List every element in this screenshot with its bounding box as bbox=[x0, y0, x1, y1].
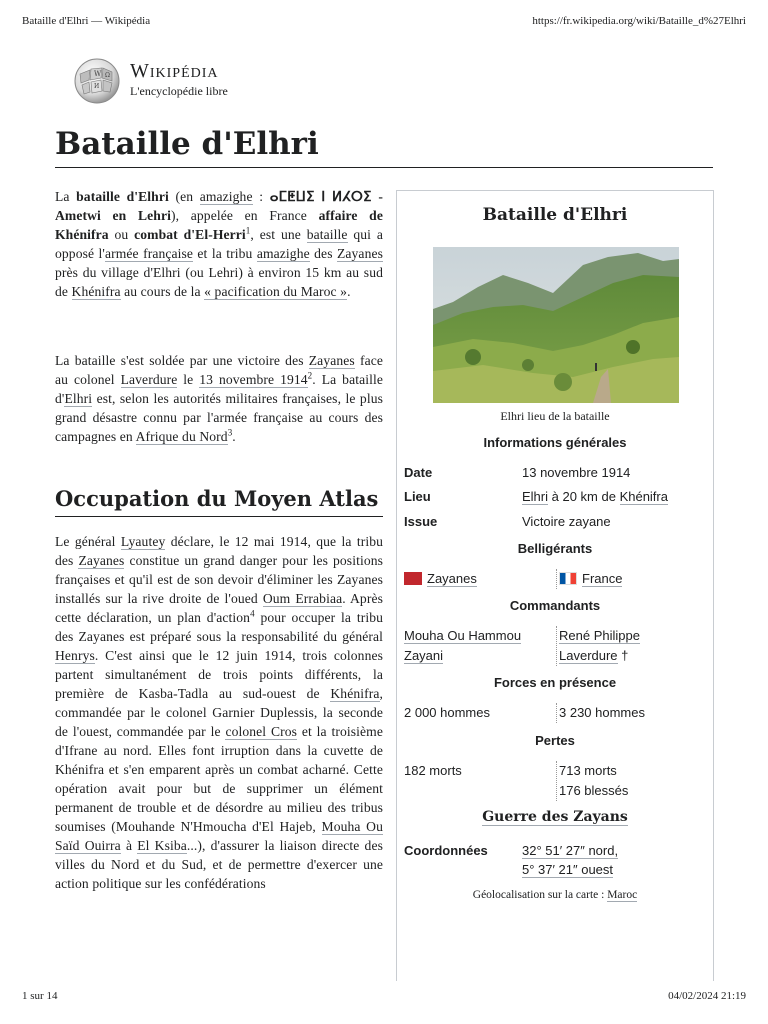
link-amazighe-2[interactable]: amazighe bbox=[256, 246, 310, 261]
battlefield-photo[interactable] bbox=[433, 247, 679, 403]
commandant-france: René Philippe Laverdure † bbox=[556, 626, 679, 666]
forces-france: 3 230 hommes bbox=[556, 703, 645, 723]
link-laverdure[interactable]: Laverdure bbox=[120, 372, 178, 387]
link-laverdure-cmd[interactable]: René Philippe Laverdure bbox=[559, 628, 640, 663]
belligerant-france bbox=[556, 569, 622, 589]
forces-zayanes: 2 000 hommes bbox=[404, 705, 490, 720]
link-date[interactable]: 13 novembre 1914 bbox=[199, 372, 308, 387]
wikipedia-globe-icon[interactable] bbox=[72, 56, 122, 104]
pertes-zayanes: 182 morts bbox=[404, 763, 462, 778]
link-khenifra[interactable]: Khénifra bbox=[71, 284, 121, 299]
link-afrique-du-nord[interactable]: Afrique du Nord bbox=[135, 429, 228, 444]
issue-label: Issue bbox=[404, 514, 438, 529]
link-zayanes-2[interactable]: Zayanes bbox=[308, 353, 355, 368]
date-label: Date bbox=[404, 465, 433, 480]
photo-caption: Elhri lieu de la bataille bbox=[500, 409, 610, 423]
link-zayanes[interactable]: Zayanes bbox=[337, 246, 383, 261]
link-bataille[interactable]: bataille bbox=[306, 227, 348, 242]
issue-value: Victoire zayane bbox=[522, 514, 611, 529]
title-divider bbox=[55, 167, 713, 168]
link-el-ksiba[interactable]: El Ksiba bbox=[137, 838, 187, 853]
date-value: 13 novembre 1914 bbox=[522, 465, 631, 480]
link-armee-francaise[interactable]: armée française bbox=[104, 246, 194, 261]
outcome-paragraph: La bataille s'est soldée par une victoire des Zayanes face au colonel Laverdure le 13 novembre 1914$^2$. La bataille d'Elhri est, selon les autorités militaires françaises, le plus grand désastre connu par l'armée française au cours des campagnes en Afrique du Nord$^3$. bbox=[55, 353, 383, 444]
occupation-paragraph: Le général Lyautey déclare, le 12 mai 1914, que la tribu des Zayanes constitue un grand danger pour les positions françaises et qu'il est de son devoir d'éliminer les Zayanes installés sur la rive droite de l'oued Oum Errabiaa. Après cette déclaration, un plan d'action$^4$ pour occuper la tribu des Zayanes est préparé sous la responsabilité du général Henrys. C'est ainsi que le 12 juin 1914, trois colonnes partent simultanément de trois points différents, la première de Kasba-Tadla au sud-ouest de Khénifra, commandée par le colonel Garnier Duplessis, la seconde de l'ouest, commandée par le colonel Cros et la troisième d'Ifrane au nord. Elles font irruption dans la cuvette de Khénifra et s'en emparent après un combat acharné. Cette opération avait pour but de supprimer un élément permanent de trouble et de désordre au milieu des tribus soumises (Mouhande N'Hmoucha d'El Hajeb, Mouha Ou Saïd Ouirra à El Ksiba...), d'assurer la liaison directe des villes du Nord et du Sud, et de permettre d'exercer une action politique sur les confédérations bbox=[55, 534, 384, 891]
link-lieu-elhri[interactable]: Elhri bbox=[522, 489, 549, 504]
link-lyautey[interactable]: Lyautey bbox=[120, 534, 166, 549]
link-maroc-map[interactable]: Maroc bbox=[607, 889, 638, 901]
ref-4[interactable]: 4 bbox=[250, 608, 255, 619]
geolocation-line: Géolocalisation sur la carte : Maroc bbox=[472, 889, 638, 901]
pertes-heading: Pertes bbox=[535, 733, 575, 748]
section-divider bbox=[55, 516, 383, 517]
link-elhri[interactable]: Elhri bbox=[64, 391, 93, 406]
link-bell-france[interactable]: France bbox=[582, 571, 623, 586]
intro-paragraph: La bataille d'Elhri (en amazighe : ⴰⵎⵟⵡⵉ ⵏ ⵍⵃⵔⵉ - Ametwi en Lehri), appelée en France affaire de Khénifra ou combat d'El-Herri$^1$, est une bataille qui a opposé l'armée française et la tribu amazighe des Zayanes près du village d'Elhri (ou Lehri) à environ 15 km au sud de Khénifra au cours de la « pacification du Maroc ». bbox=[55, 189, 384, 299]
pertes-france: 713 morts 176 blessés bbox=[556, 761, 628, 801]
article-title: Bataille d'Elhri bbox=[55, 126, 319, 162]
svg-text:W: W bbox=[94, 70, 102, 78]
link-lieu-khenifra[interactable]: Khénifra bbox=[619, 489, 668, 504]
section-heading: Occupation du Moyen Atlas bbox=[55, 486, 379, 511]
site-name[interactable]: Wikipédia bbox=[130, 60, 219, 82]
link-mouha-ou-hammou[interactable]: Mouha Ou Hammou Zayani bbox=[404, 628, 522, 663]
page-title-header: Bataille d'Elhri — Wikipédia bbox=[22, 15, 151, 27]
campaign-link[interactable]: Guerre des Zayans bbox=[482, 809, 628, 825]
infobox bbox=[396, 190, 714, 981]
link-khenifra-2[interactable]: Khénifra bbox=[330, 686, 380, 701]
ref-2[interactable]: 2 bbox=[307, 370, 313, 381]
flag-france-icon bbox=[559, 572, 577, 585]
svg-text:Ω: Ω bbox=[105, 72, 110, 79]
coord-label: Coordonnées bbox=[404, 843, 488, 858]
lieu-value: Elhri à 20 km de Khénifra bbox=[522, 489, 668, 504]
link-amazighe[interactable]: amazighe bbox=[199, 189, 253, 204]
forces-heading: Forces en présence bbox=[493, 675, 617, 690]
commandant-zayanes bbox=[404, 626, 544, 666]
belligerant-zayanes bbox=[404, 569, 477, 589]
commandants-heading: Commandants bbox=[509, 598, 601, 613]
link-oum-errabiaa[interactable]: Oum Errabiaa bbox=[262, 591, 343, 606]
page-counter: 1 sur 14 bbox=[22, 990, 58, 1002]
ref-3[interactable]: 3 bbox=[227, 427, 233, 438]
link-mouha-ou-said-ouirra[interactable]: Mouha Ou Saïd Ouirra bbox=[55, 819, 383, 853]
svg-text:И: И bbox=[94, 83, 100, 90]
infobox-title: Bataille d'Elhri bbox=[482, 205, 628, 225]
link-pacification-du-maroc[interactable]: « pacification du Maroc » bbox=[204, 284, 348, 299]
coord-value[interactable]: 32° 51′ 27″ nord, 5° 37′ 21″ ouest bbox=[522, 843, 619, 877]
lieu-label: Lieu bbox=[404, 489, 431, 504]
flag-zayanes-icon bbox=[404, 572, 422, 585]
belligerants-heading: Belligérants bbox=[517, 541, 593, 556]
link-colonel-cros[interactable]: colonel Cros bbox=[225, 724, 298, 739]
site-tagline: L'encyclopédie libre bbox=[130, 84, 228, 98]
general-info-heading: Informations générales bbox=[483, 435, 627, 450]
link-bell-zayanes[interactable]: Zayanes bbox=[427, 571, 477, 586]
print-date: 04/02/2024 21:19 bbox=[668, 990, 746, 1002]
url-header[interactable]: https://fr.wikipedia.org/wiki/Bataille_d%27Elhri bbox=[532, 15, 746, 27]
ref-1[interactable]: 1 bbox=[245, 225, 251, 236]
link-henrys[interactable]: Henrys bbox=[55, 648, 95, 663]
link-zayanes-3[interactable]: Zayanes bbox=[78, 553, 125, 568]
